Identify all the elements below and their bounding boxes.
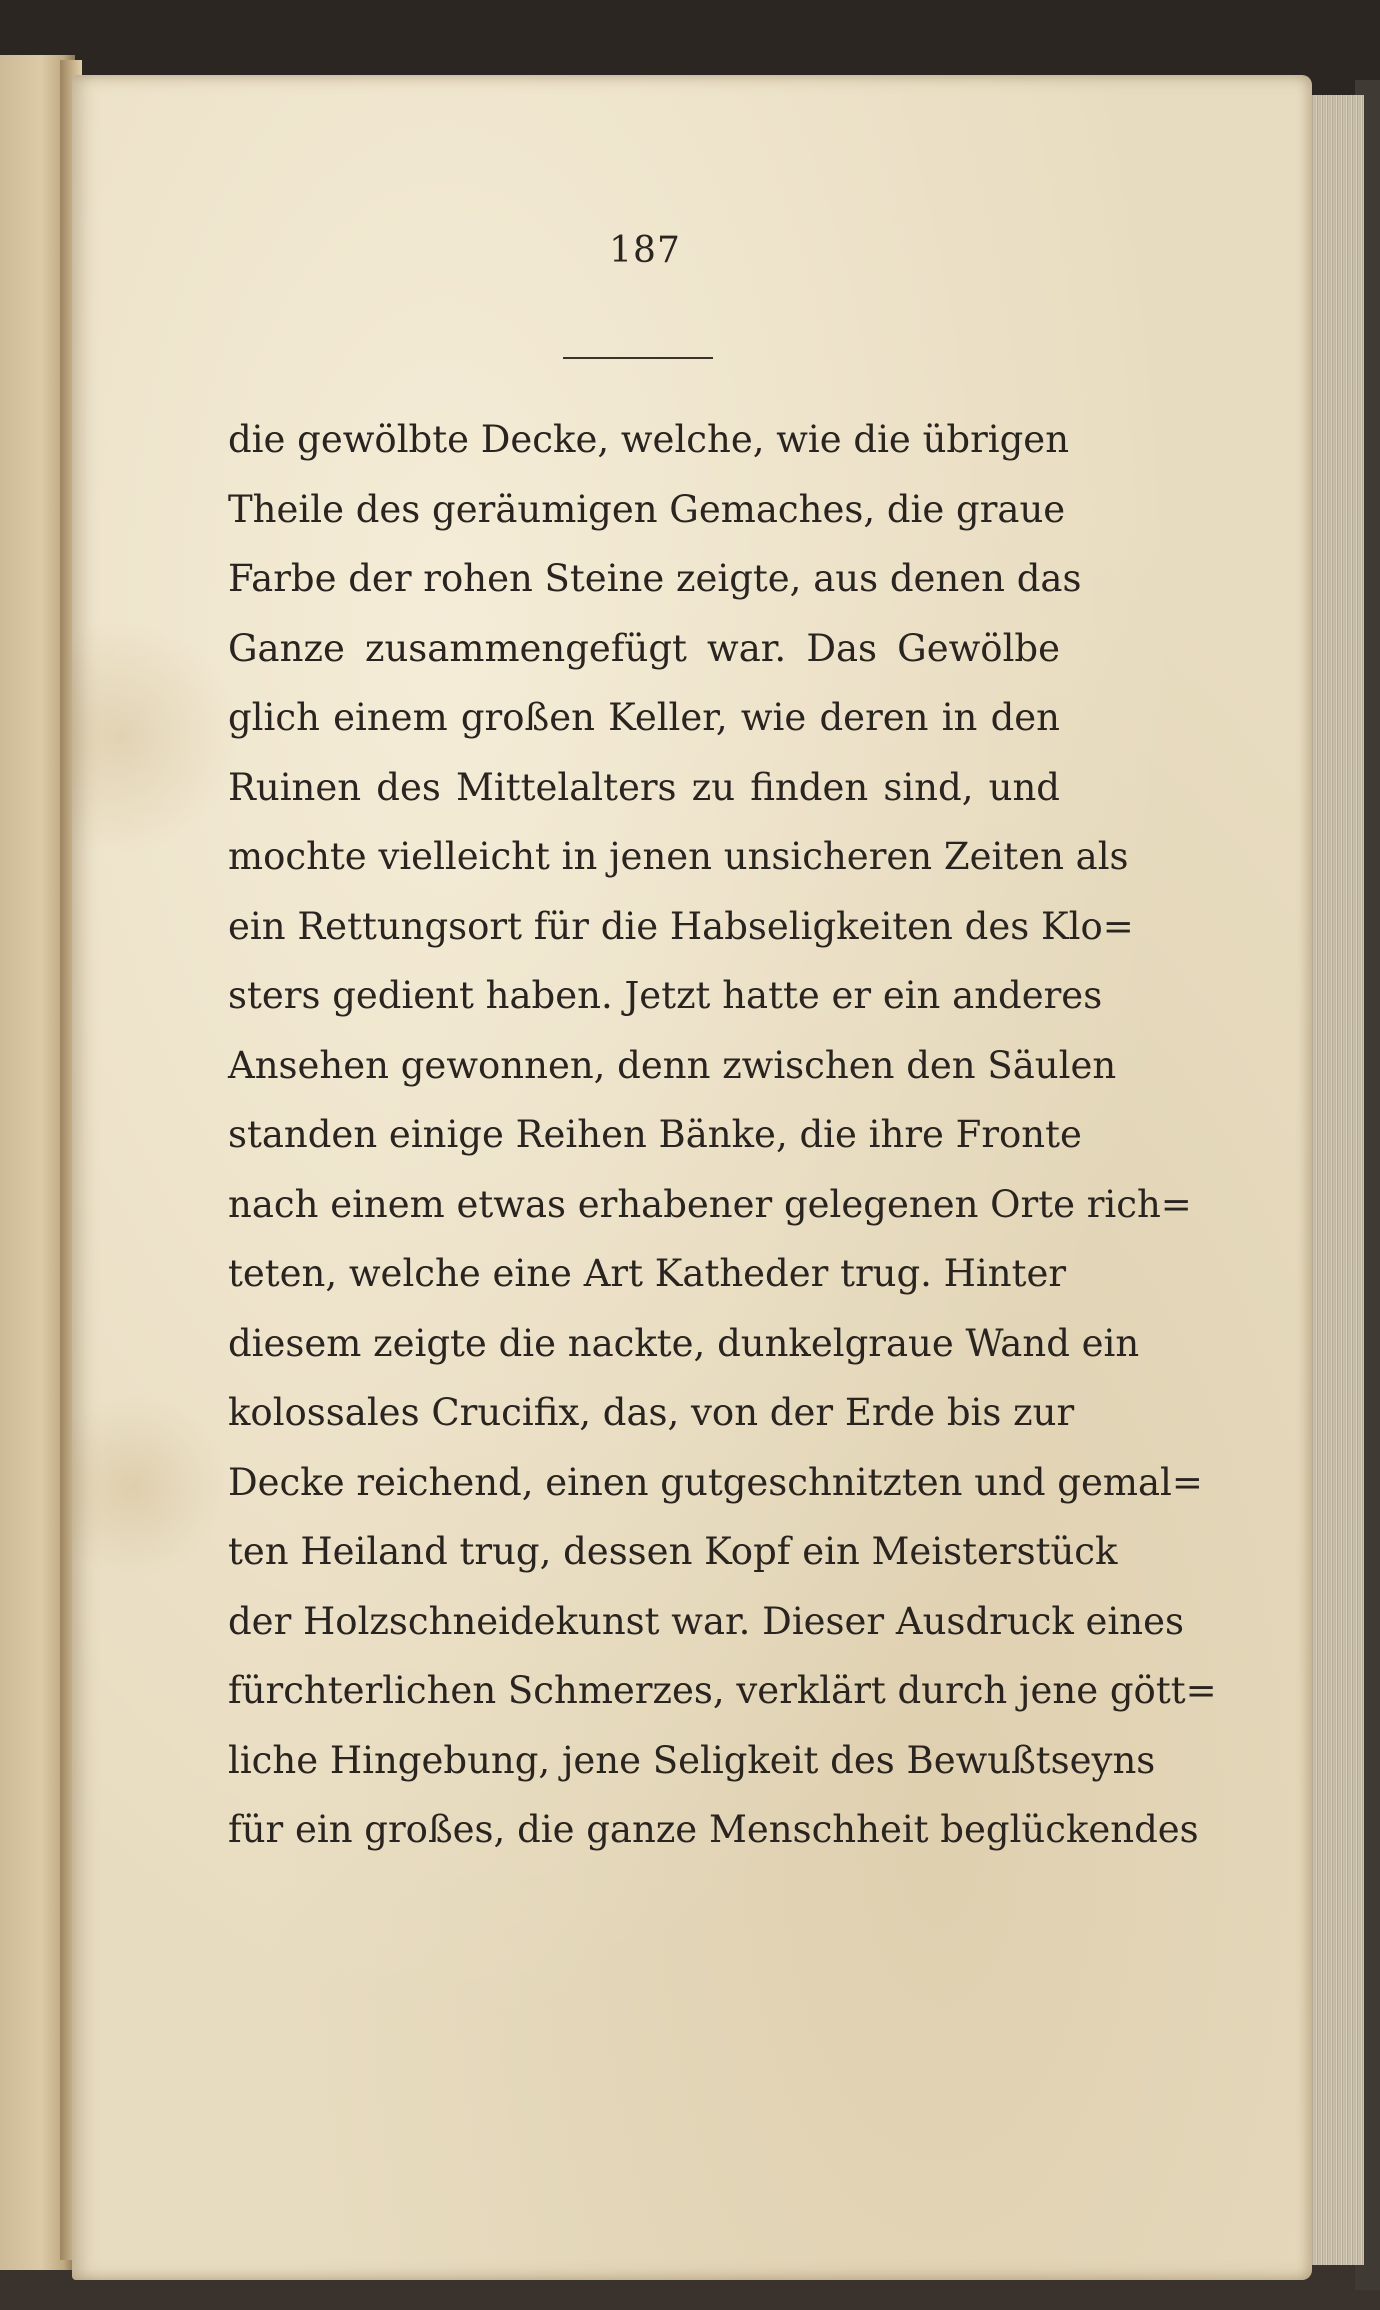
- text-line: sters gedient haben. Jetzt hatte er ein anderes: [228, 974, 1103, 1017]
- text-line: teten, welche eine Art Katheder trug. Hinter: [228, 1252, 1067, 1295]
- text-line: ten Heiland trug, dessen Kopf ein Meisterstück: [228, 1530, 1118, 1573]
- text-line: liche Hingebung, jene Seligkeit des Bewußtseyns: [228, 1738, 1156, 1782]
- text-line: ein Rettungsort für die Habseligkeiten des Klo=: [228, 904, 1134, 948]
- text-line: die gewölbte Decke, welche, wie die übrigen: [228, 418, 1070, 461]
- text-line: diesem zeigte die nackte, dunkelgraue Wand ein: [228, 1321, 1140, 1365]
- text-line: glich einem großen Keller, wie deren in den: [228, 696, 1060, 739]
- text-line: Theile des geräumigen Gemaches, die graue: [228, 487, 1066, 531]
- text-line: Ansehen gewonnen, denn zwischen den Säulen: [228, 1043, 1117, 1087]
- text-line: Ganze zusammengefügt war. Das Gewölbe: [228, 626, 1060, 670]
- header-rule: [563, 357, 713, 359]
- text-line: für ein großes, die ganze Menschheit beglückendes: [228, 1808, 1199, 1851]
- text-line: Ruinen des Mittelalters zu finden sind, und: [228, 765, 1060, 809]
- text-line: mochte vielleicht in jenen unsicheren Zeiten als: [228, 835, 1129, 878]
- text-line: Decke reichend, einen gutgeschnitzten und gemal=: [228, 1460, 1203, 1504]
- page-number: 187: [609, 230, 681, 271]
- text-line: kolossales Crucifix, das, von der Erde bis zur: [228, 1391, 1075, 1434]
- body-text: [228, 405, 1217, 1865]
- text-line: der Holzschneidekunst war. Dieser Ausdruck eines: [228, 1599, 1184, 1643]
- text-line: Farbe der rohen Steine zeigte, aus denen das: [228, 557, 1082, 600]
- text-line: nach einem etwas erhabener gelegenen Orte rich=: [228, 1182, 1192, 1226]
- text-line: fürchterlichen Schmerzes, verklärt durch jene gött=: [228, 1669, 1217, 1712]
- text-line: standen einige Reihen Bänke, die ihre Fronte: [228, 1113, 1082, 1156]
